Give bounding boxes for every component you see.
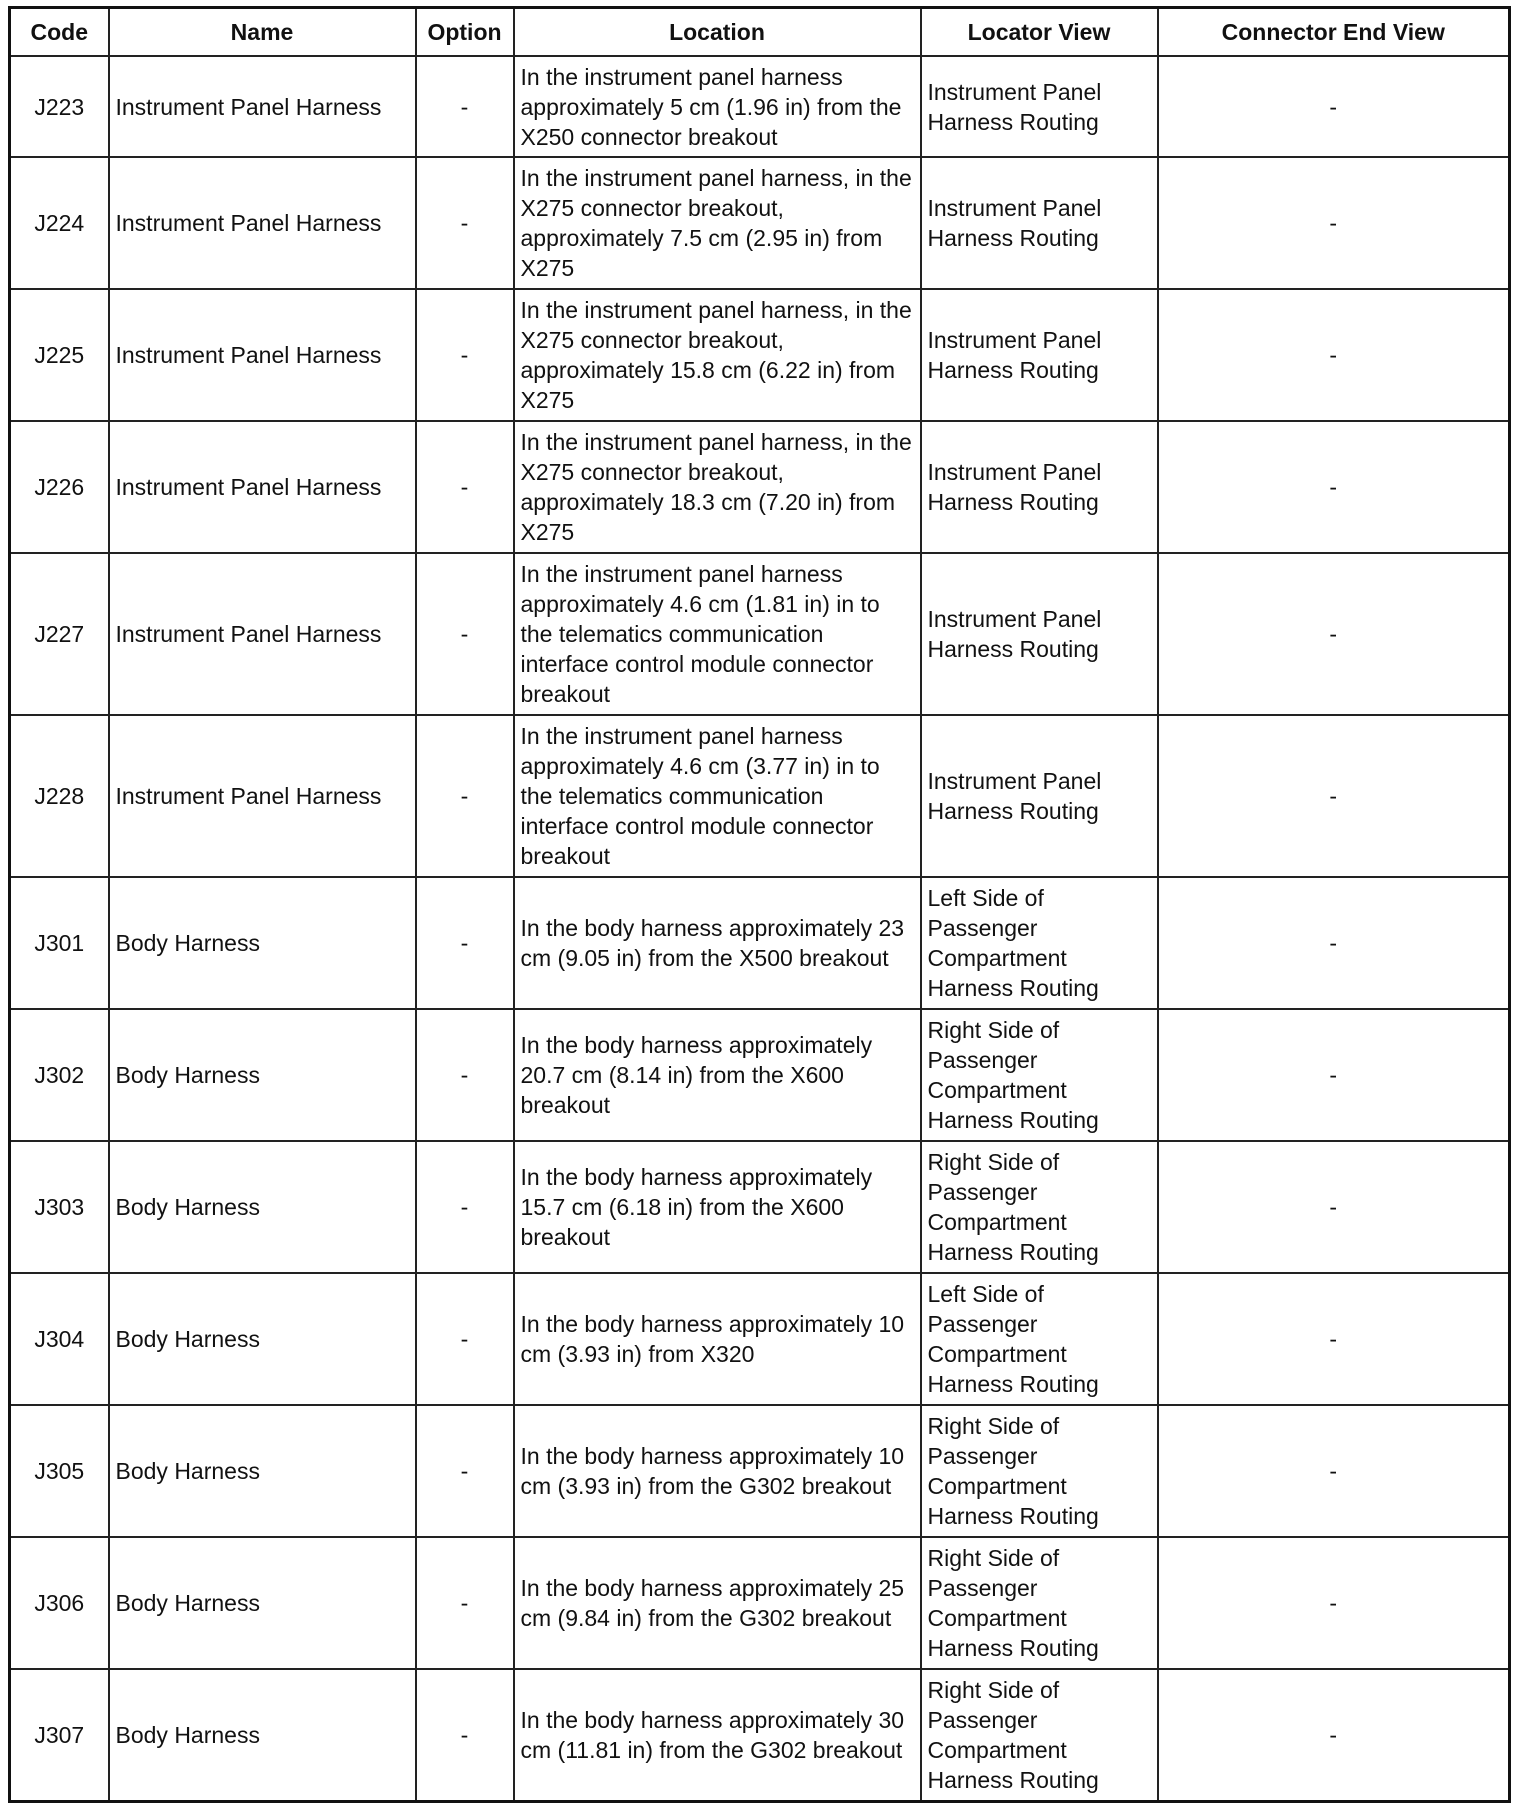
cell-option: -	[416, 1009, 514, 1141]
cell-code: J302	[10, 1009, 109, 1141]
cell-code: J224	[10, 157, 109, 289]
cell-code: J301	[10, 877, 109, 1009]
cell-connector-end-view: -	[1158, 421, 1510, 553]
column-header-option: Option	[416, 8, 514, 57]
cell-name: Instrument Panel Harness	[109, 157, 416, 289]
cell-connector-end-view: -	[1158, 715, 1510, 877]
cell-option: -	[416, 1273, 514, 1405]
cell-location: In the body harness approximately 25 cm (9.84 in) from the G302 breakout	[514, 1537, 921, 1669]
cell-connector-end-view: -	[1158, 553, 1510, 715]
table-row	[10, 289, 1510, 421]
cell-connector-end-view: -	[1158, 1009, 1510, 1141]
cell-code: J304	[10, 1273, 109, 1405]
cell-option: -	[416, 289, 514, 421]
cell-locator-view: Right Side of Passenger Compartment Harness Routing	[921, 1141, 1158, 1273]
cell-name: Instrument Panel Harness	[109, 289, 416, 421]
column-header-name: Name	[109, 8, 416, 57]
cell-name: Instrument Panel Harness	[109, 715, 416, 877]
cell-name: Instrument Panel Harness	[109, 56, 416, 157]
cell-code: J227	[10, 553, 109, 715]
table-row	[10, 1669, 1510, 1801]
cell-option: -	[416, 877, 514, 1009]
table-row	[10, 421, 1510, 553]
cell-connector-end-view: -	[1158, 877, 1510, 1009]
cell-option: -	[416, 1141, 514, 1273]
cell-locator-view: Instrument Panel Harness Routing	[921, 553, 1158, 715]
cell-code: J305	[10, 1405, 109, 1537]
table-row	[10, 1273, 1510, 1405]
cell-location: In the instrument panel harness, in the X275 connector breakout, approximately 18.3 cm (7.20 in) from X275	[514, 421, 921, 553]
cell-locator-view: Instrument Panel Harness Routing	[921, 715, 1158, 877]
cell-code: J303	[10, 1141, 109, 1273]
cell-locator-view: Instrument Panel Harness Routing	[921, 289, 1158, 421]
cell-location: In the body harness approximately 10 cm (3.93 in) from the G302 breakout	[514, 1405, 921, 1537]
cell-locator-view: Right Side of Passenger Compartment Harness Routing	[921, 1009, 1158, 1141]
cell-location: In the instrument panel harness approximately 5 cm (1.96 in) from the X250 connector breakout	[514, 56, 921, 157]
table-row	[10, 877, 1510, 1009]
table-row	[10, 1537, 1510, 1669]
splice-reference-table	[8, 6, 1511, 1803]
cell-option: -	[416, 553, 514, 715]
cell-location: In the body harness approximately 20.7 cm (8.14 in) from the X600 breakout	[514, 1009, 921, 1141]
table-row	[10, 1405, 1510, 1537]
cell-name: Body Harness	[109, 1669, 416, 1801]
cell-location: In the instrument panel harness approximately 4.6 cm (1.81 in) in to the telematics communication interface control module connector breakout	[514, 553, 921, 715]
table-header-row	[10, 8, 1510, 57]
cell-option: -	[416, 56, 514, 157]
cell-option: -	[416, 157, 514, 289]
cell-locator-view: Right Side of Passenger Compartment Harness Routing	[921, 1405, 1158, 1537]
cell-connector-end-view: -	[1158, 1669, 1510, 1801]
cell-locator-view: Left Side of Passenger Compartment Harness Routing	[921, 877, 1158, 1009]
cell-name: Instrument Panel Harness	[109, 553, 416, 715]
cell-name: Body Harness	[109, 1009, 416, 1141]
table-row	[10, 56, 1510, 157]
cell-location: In the body harness approximately 10 cm (3.93 in) from X320	[514, 1273, 921, 1405]
column-header-location: Location	[514, 8, 921, 57]
table-row	[10, 1009, 1510, 1141]
cell-locator-view: Instrument Panel Harness Routing	[921, 56, 1158, 157]
cell-locator-view: Left Side of Passenger Compartment Harness Routing	[921, 1273, 1158, 1405]
cell-name: Body Harness	[109, 1405, 416, 1537]
cell-location: In the body harness approximately 30 cm (11.81 in) from the G302 breakout	[514, 1669, 921, 1801]
table-row	[10, 157, 1510, 289]
cell-code: J306	[10, 1537, 109, 1669]
cell-name: Body Harness	[109, 1537, 416, 1669]
cell-option: -	[416, 421, 514, 553]
cell-name: Instrument Panel Harness	[109, 421, 416, 553]
cell-location: In the body harness approximately 15.7 cm (6.18 in) from the X600 breakout	[514, 1141, 921, 1273]
cell-option: -	[416, 715, 514, 877]
cell-name: Body Harness	[109, 1273, 416, 1405]
column-header-connector-end-view: Connector End View	[1158, 8, 1510, 57]
cell-name: Body Harness	[109, 877, 416, 1009]
cell-connector-end-view: -	[1158, 1273, 1510, 1405]
table-row	[10, 553, 1510, 715]
cell-code: J228	[10, 715, 109, 877]
cell-code: J307	[10, 1669, 109, 1801]
column-header-locator-view: Locator View	[921, 8, 1158, 57]
cell-locator-view: Instrument Panel Harness Routing	[921, 157, 1158, 289]
cell-location: In the instrument panel harness, in the X275 connector breakout, approximately 15.8 cm (6.22 in) from X275	[514, 289, 921, 421]
cell-location: In the instrument panel harness, in the X275 connector breakout, approximately 7.5 cm (2.95 in) from X275	[514, 157, 921, 289]
cell-code: J226	[10, 421, 109, 553]
cell-connector-end-view: -	[1158, 1405, 1510, 1537]
cell-location: In the body harness approximately 23 cm (9.05 in) from the X500 breakout	[514, 877, 921, 1009]
cell-locator-view: Instrument Panel Harness Routing	[921, 421, 1158, 553]
cell-location: In the instrument panel harness approximately 4.6 cm (3.77 in) in to the telematics communication interface control module connector breakout	[514, 715, 921, 877]
table-row	[10, 715, 1510, 877]
cell-connector-end-view: -	[1158, 157, 1510, 289]
cell-connector-end-view: -	[1158, 1141, 1510, 1273]
cell-code: J225	[10, 289, 109, 421]
cell-option: -	[416, 1537, 514, 1669]
cell-name: Body Harness	[109, 1141, 416, 1273]
cell-option: -	[416, 1669, 514, 1801]
table-row	[10, 1141, 1510, 1273]
cell-connector-end-view: -	[1158, 1537, 1510, 1669]
cell-locator-view: Right Side of Passenger Compartment Harness Routing	[921, 1537, 1158, 1669]
cell-code: J223	[10, 56, 109, 157]
cell-option: -	[416, 1405, 514, 1537]
column-header-code: Code	[10, 8, 109, 57]
cell-connector-end-view: -	[1158, 289, 1510, 421]
cell-connector-end-view: -	[1158, 56, 1510, 157]
cell-locator-view: Right Side of Passenger Compartment Harness Routing	[921, 1669, 1158, 1801]
